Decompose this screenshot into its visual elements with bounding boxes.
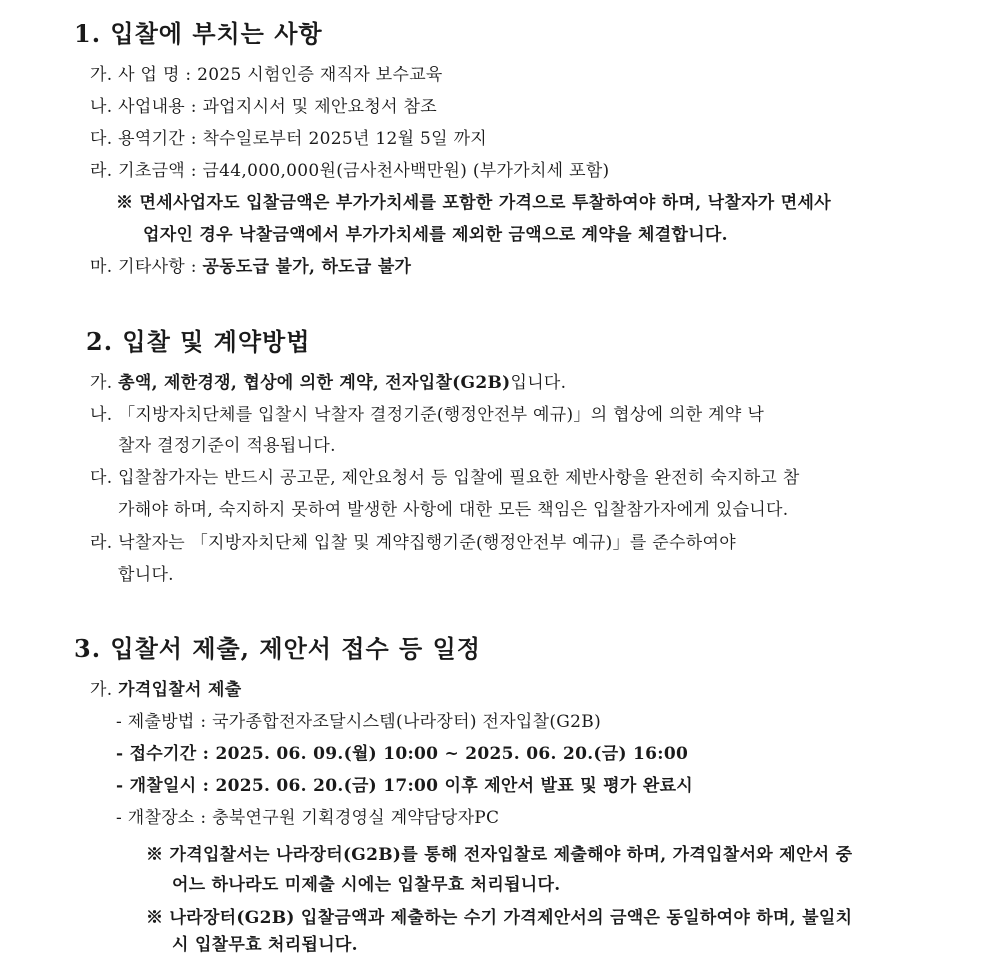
participant-duty-line2: 가해야 하며, 숙지하지 못하여 발생한 사항에 대한 모든 책임은 입찰참가자에게 있습니다. [118,500,789,520]
winner-compliance-line2: 합니다. [118,565,174,585]
other-matters-label: 마. 기타사항 : [90,257,203,277]
other-matters [90,255,411,279]
section-1-title: 1. 입찰에 부치는 사항 [74,19,323,48]
submission-method: - 제출방법 : 국가종합전자조달시스템(나라장터) 전자입찰(G2B) [116,712,602,732]
project-content: 나. 사업내용 : 과업지시서 및 제안요청서 참조 [90,97,437,117]
price-bid-prefix: 가. [90,680,119,700]
price-bid-heading [90,678,241,702]
service-period: 다. 용역기간 : 착수일로부터 2025년 12월 5일 까지 [90,129,488,149]
section-2-title: 2. 입찰 및 계약방법 [86,327,311,356]
project-name: 가. 사 업 명 : 2025 시험인증 재직자 보수교육 [90,65,443,85]
contract-method-bold: 총액, 제한경쟁, 협상에 의한 계약, 전자입찰(G2B) [118,373,511,393]
price-bid-bold: 가격입찰서 제출 [118,680,242,700]
contract-method-suffix: 입니다. [510,373,567,393]
decision-criteria-line1: 나. 「지방자치단체를 입찰시 낙찰자 결정기준(행정안전부 예규)」의 협상에 의한 계약 낙 [90,405,765,425]
section-3-title: 3. 입찰서 제출, 제안서 접수 등 일정 [74,634,481,663]
participant-duty-line1: 다. 입찰참가자는 반드시 공고문, 제안요청서 등 입찰에 필요한 제반사항을 완전히 숙지하고 참 [90,468,800,488]
g2b-note-2-line1: ※ 나라장터(G2B) 입찰금액과 제출하는 수기 가격제안서의 금액은 동일하여야 하며, 불일치 [146,908,853,928]
base-amount: 라. 기초금액 : 금44,000,000원(금사천사백만원) (부가가치세 포함) [90,161,610,181]
g2b-note-1-line1: ※ 가격입찰서는 나라장터(G2B)를 통해 전자입찰로 제출해야 하며, 가격입찰서와 제안서 중 [146,845,853,865]
contract-method-prefix: 가. [90,373,119,393]
opening-place: - 개찰장소 : 충북연구원 기획경영실 계약담당자PC [116,808,500,828]
opening-datetime: - 개찰일시 : 2025. 06. 20.(금) 17:00 이후 제안서 발표 및 평가 완료시 [116,776,694,796]
g2b-note-1-line2: 어느 하나라도 미제출 시에는 입찰무효 처리됩니다. [172,875,561,895]
contract-method [90,371,566,395]
submission-period: - 접수기간 : 2025. 06. 09.(월) 10:00 ~ 2025. 06. 20.(금) 16:00 [116,744,689,764]
tax-exempt-note-line1: ※ 면세사업자도 입찰금액은 부가가치세를 포함한 가격으로 투찰하여야 하며, 낙찰자가 면세사 [116,193,831,213]
tax-exempt-note-line2: 업자인 경우 낙찰금액에서 부가가치세를 제외한 금액으로 계약을 체결합니다. [143,225,728,245]
decision-criteria-line2: 찰자 결정기준이 적용됩니다. [118,436,336,456]
other-matters-value: 공동도급 불가, 하도급 불가 [202,257,412,277]
winner-compliance-line1: 라. 낙찰자는 「지방자치단체 입찰 및 계약집행기준(행정안전부 예규)」를 준수하여야 [90,533,736,553]
g2b-note-2-line2: 시 입찰무효 처리됩니다. [172,935,358,955]
